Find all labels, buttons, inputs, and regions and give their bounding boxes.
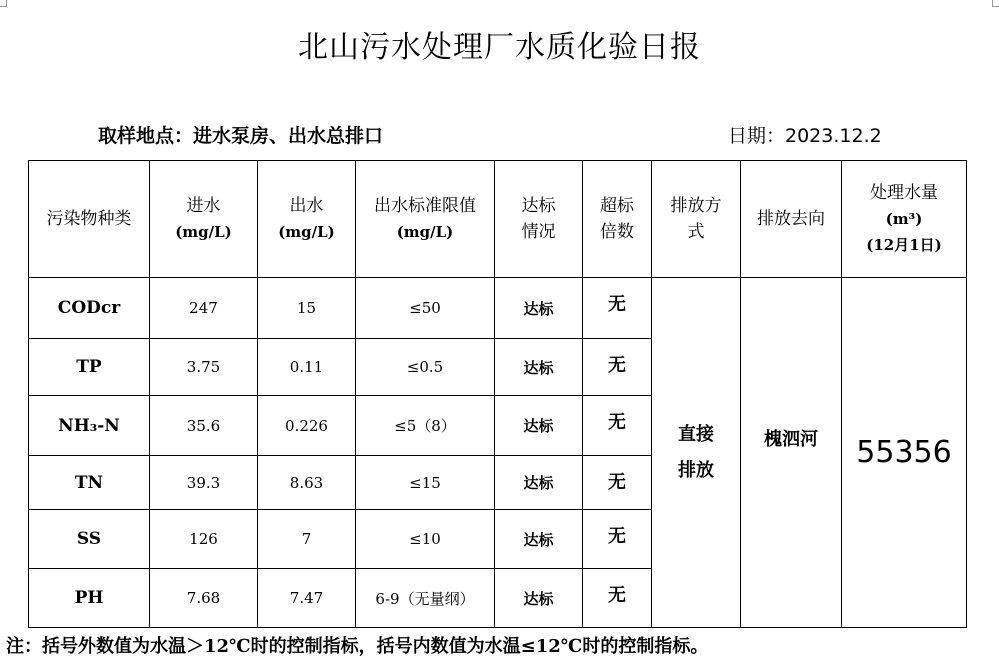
header-volume: 处理水量 (m³) (12月1日) xyxy=(842,161,967,278)
pollutant-cell: SS xyxy=(29,510,150,569)
outflow-cell: 7.47 xyxy=(258,569,356,628)
header-method: 排放方 式 xyxy=(652,161,741,278)
header-exceed: 超标 倍数 xyxy=(583,161,652,278)
limit-cell: 6-9（无量纲） xyxy=(356,569,495,628)
water-quality-table xyxy=(28,160,967,628)
inflow-cell: 126 xyxy=(150,510,258,569)
outflow-cell: 0.226 xyxy=(258,396,356,456)
exceed-cell: 无 xyxy=(583,278,652,339)
header-pollutant: 污染物种类 xyxy=(29,161,150,278)
limit-cell: ≤0.5 xyxy=(356,339,495,396)
pollutant-cell: PH xyxy=(29,569,150,628)
report-title: 北山污水处理厂水质化验日报 xyxy=(298,30,701,65)
treated-volume-cell: 55356 xyxy=(842,278,967,628)
compliance-cell: 达标 xyxy=(495,278,583,339)
inflow-cell: 3.75 xyxy=(150,339,258,396)
outflow-cell: 0.11 xyxy=(258,339,356,396)
compliance-cell: 达标 xyxy=(495,396,583,456)
header-compliance: 达标 情况 xyxy=(495,161,583,278)
exceed-cell: 无 xyxy=(583,396,652,456)
footnote: 注：括号外数值为水温＞12℃时的控制指标，括号内数值为水温≤12℃时的控制指标。 xyxy=(6,636,709,657)
inflow-cell: 35.6 xyxy=(150,396,258,456)
pollutant-cell: TP xyxy=(29,339,150,396)
exceed-cell: 无 xyxy=(583,569,652,628)
corner-mark-left xyxy=(0,0,7,7)
compliance-cell: 达标 xyxy=(495,510,583,569)
inflow-cell: 7.68 xyxy=(150,569,258,628)
report-date: 日期：2023.12.2 xyxy=(728,125,882,147)
pollutant-cell: CODcr xyxy=(29,278,150,339)
header-limit: 出水标准限值 (mg/L) xyxy=(356,161,495,278)
compliance-cell: 达标 xyxy=(495,339,583,396)
outflow-cell: 8.63 xyxy=(258,456,356,510)
exceed-cell: 无 xyxy=(583,339,652,396)
outflow-cell: 7 xyxy=(258,510,356,569)
limit-cell: ≤10 xyxy=(356,510,495,569)
header-destination: 排放去向 xyxy=(741,161,842,278)
discharge-destination-cell: 槐泗河 xyxy=(741,278,842,628)
limit-cell: ≤50 xyxy=(356,278,495,339)
pollutant-cell: NH₃-N xyxy=(29,396,150,456)
compliance-cell: 达标 xyxy=(495,456,583,510)
limit-cell: ≤15 xyxy=(356,456,495,510)
limit-cell: ≤5（8） xyxy=(356,396,495,456)
outflow-cell: 15 xyxy=(258,278,356,339)
compliance-cell: 达标 xyxy=(495,569,583,628)
discharge-method-cell: 直接 排放 xyxy=(652,278,741,628)
exceed-cell: 无 xyxy=(583,456,652,510)
header-inflow: 进水 (mg/L) xyxy=(150,161,258,278)
inflow-cell: 39.3 xyxy=(150,456,258,510)
pollutant-cell: TN xyxy=(29,456,150,510)
header-row xyxy=(29,161,967,278)
inflow-cell: 247 xyxy=(150,278,258,339)
table-row xyxy=(29,278,967,339)
header-outflow: 出水 (mg/L) xyxy=(258,161,356,278)
exceed-cell: 无 xyxy=(583,510,652,569)
sampling-location: 取样地点：进水泵房、出水总排口 xyxy=(98,125,384,147)
corner-mark-right xyxy=(992,0,999,7)
